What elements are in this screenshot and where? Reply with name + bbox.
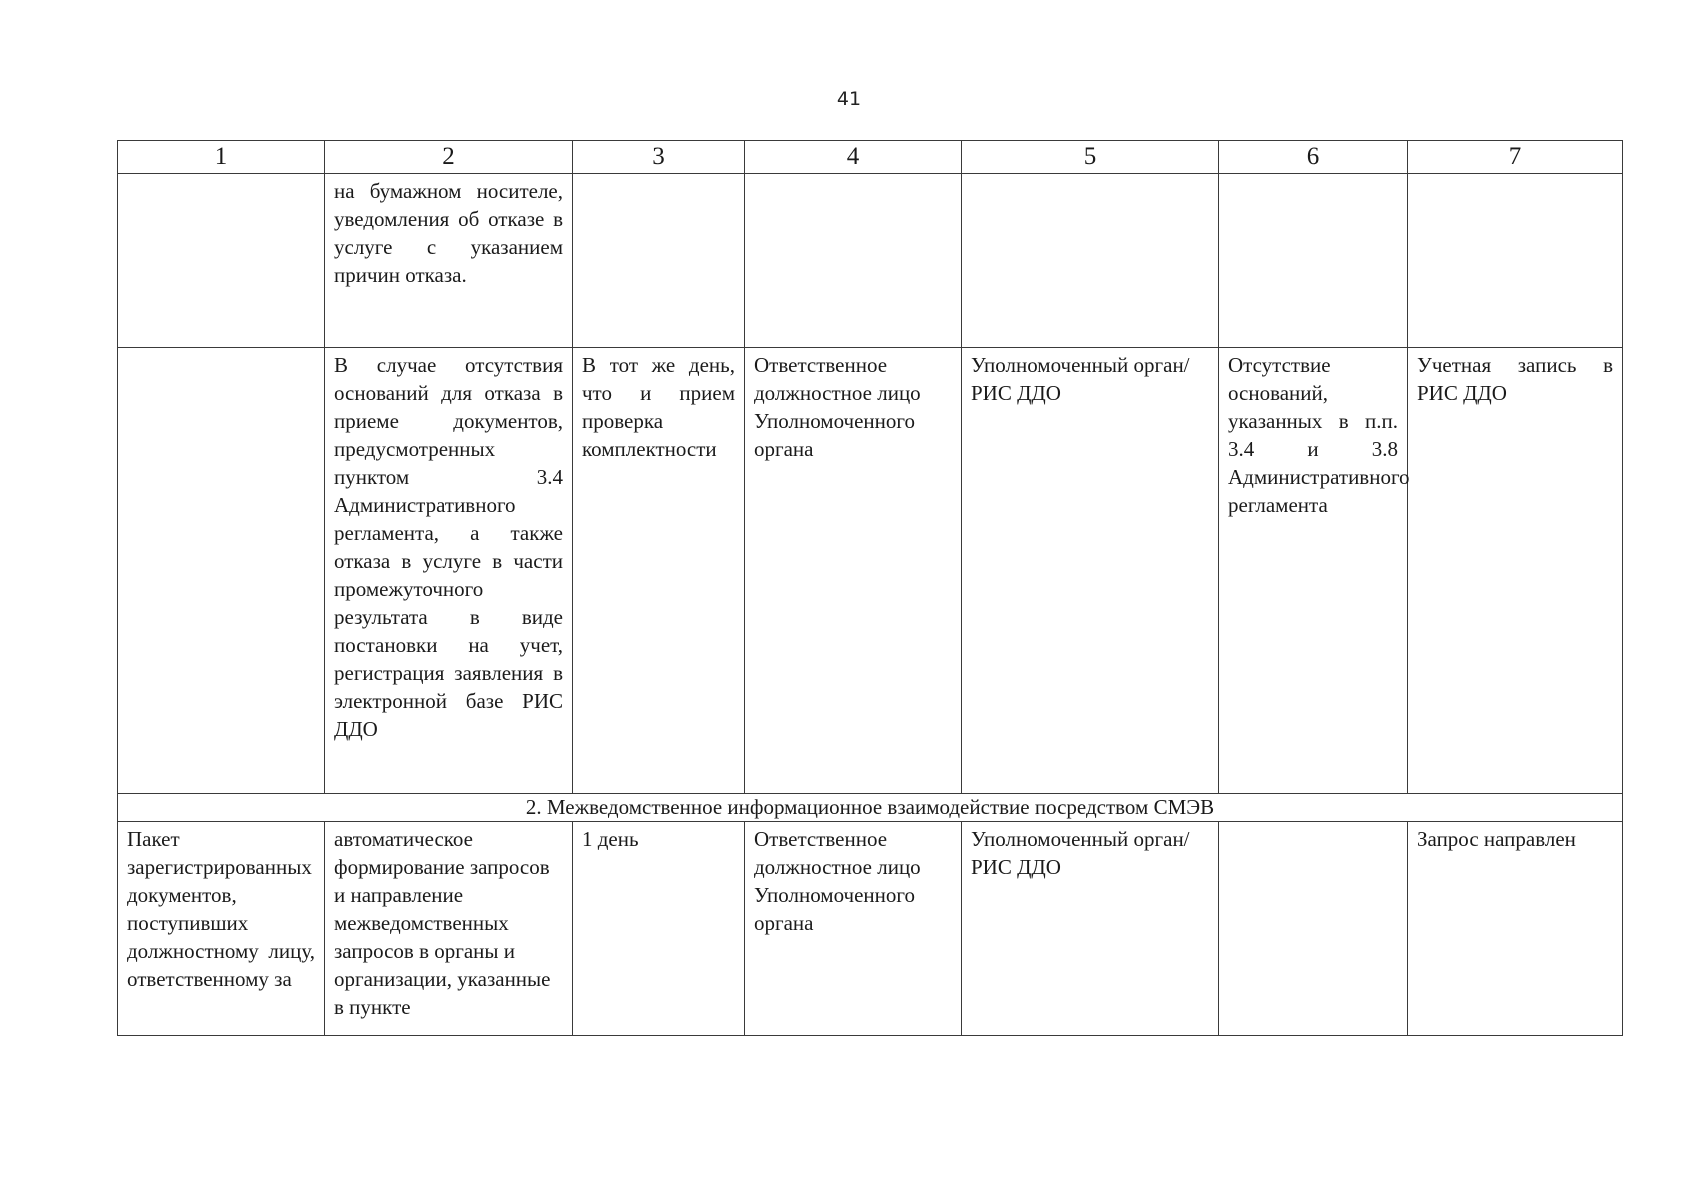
- action-description-cell: В случае отсутствия оснований для отказа в приеме документов, предусмотренных пунктом 3.4 Административного регламента, а также отказа в услуге в части промежуточного результата в виде постановки на учет, регистрация заявления в электронной базе РИС ДДО: [325, 348, 573, 794]
- section-title: 2. Межведомственное информационное взаимодействие посредством СМЭВ: [118, 794, 1623, 822]
- column-header-5: 5: [962, 141, 1219, 174]
- duration-cell: 1 день: [573, 822, 745, 1036]
- table-row: [118, 348, 1623, 794]
- page-number: 41: [836, 88, 862, 110]
- procedure-table: [117, 140, 1623, 1036]
- table-cell: [118, 348, 325, 794]
- execution-place-cell: Уполномоченный орган/РИС ДДО: [962, 348, 1219, 794]
- table-cell: [573, 174, 745, 348]
- result-cell: Учетная запись в РИС ДДО: [1408, 348, 1623, 794]
- table-cell: [745, 174, 962, 348]
- table-cell: [962, 174, 1219, 348]
- column-header-1: 1: [118, 141, 325, 174]
- column-header-6: 6: [1219, 141, 1408, 174]
- decision-criteria-cell: [1219, 822, 1408, 1036]
- column-header-4: 4: [745, 141, 962, 174]
- section-row: [118, 794, 1623, 822]
- responsible-person-cell: Ответственное должностное лицо Уполномоченного органа: [745, 822, 962, 1036]
- action-description-cell: на бумажном носителе, уведомления об отказе в услуге с указанием причин отказа.: [325, 174, 573, 348]
- basis-cell: Пакет зарегистрированных документов, поступивших должностному лицу, ответственному за: [118, 822, 325, 1036]
- decision-criteria-cell: Отсутствие оснований, указанных в п.п. 3.4 и 3.8 Административного регламента: [1219, 348, 1408, 794]
- execution-place-cell: Уполномоченный орган/РИС ДДО: [962, 822, 1219, 1036]
- result-cell: Запрос направлен: [1408, 822, 1623, 1036]
- table-cell: [1408, 174, 1623, 348]
- table-cell: [118, 174, 325, 348]
- table-row: [118, 822, 1623, 1036]
- column-header-3: 3: [573, 141, 745, 174]
- action-description-cell: автоматическое формирование запросов и направление межведомственных запросов в органы и организации, указанные в пункте: [325, 822, 573, 1036]
- column-header-2: 2: [325, 141, 573, 174]
- table-row: [118, 174, 1623, 348]
- responsible-person-cell: Ответственное должностное лицо Уполномоченного органа: [745, 348, 962, 794]
- column-header-7: 7: [1408, 141, 1623, 174]
- header-row: [118, 141, 1623, 174]
- duration-cell: В тот же день, что и прием проверка комплектности: [573, 348, 745, 794]
- table-cell: [1219, 174, 1408, 348]
